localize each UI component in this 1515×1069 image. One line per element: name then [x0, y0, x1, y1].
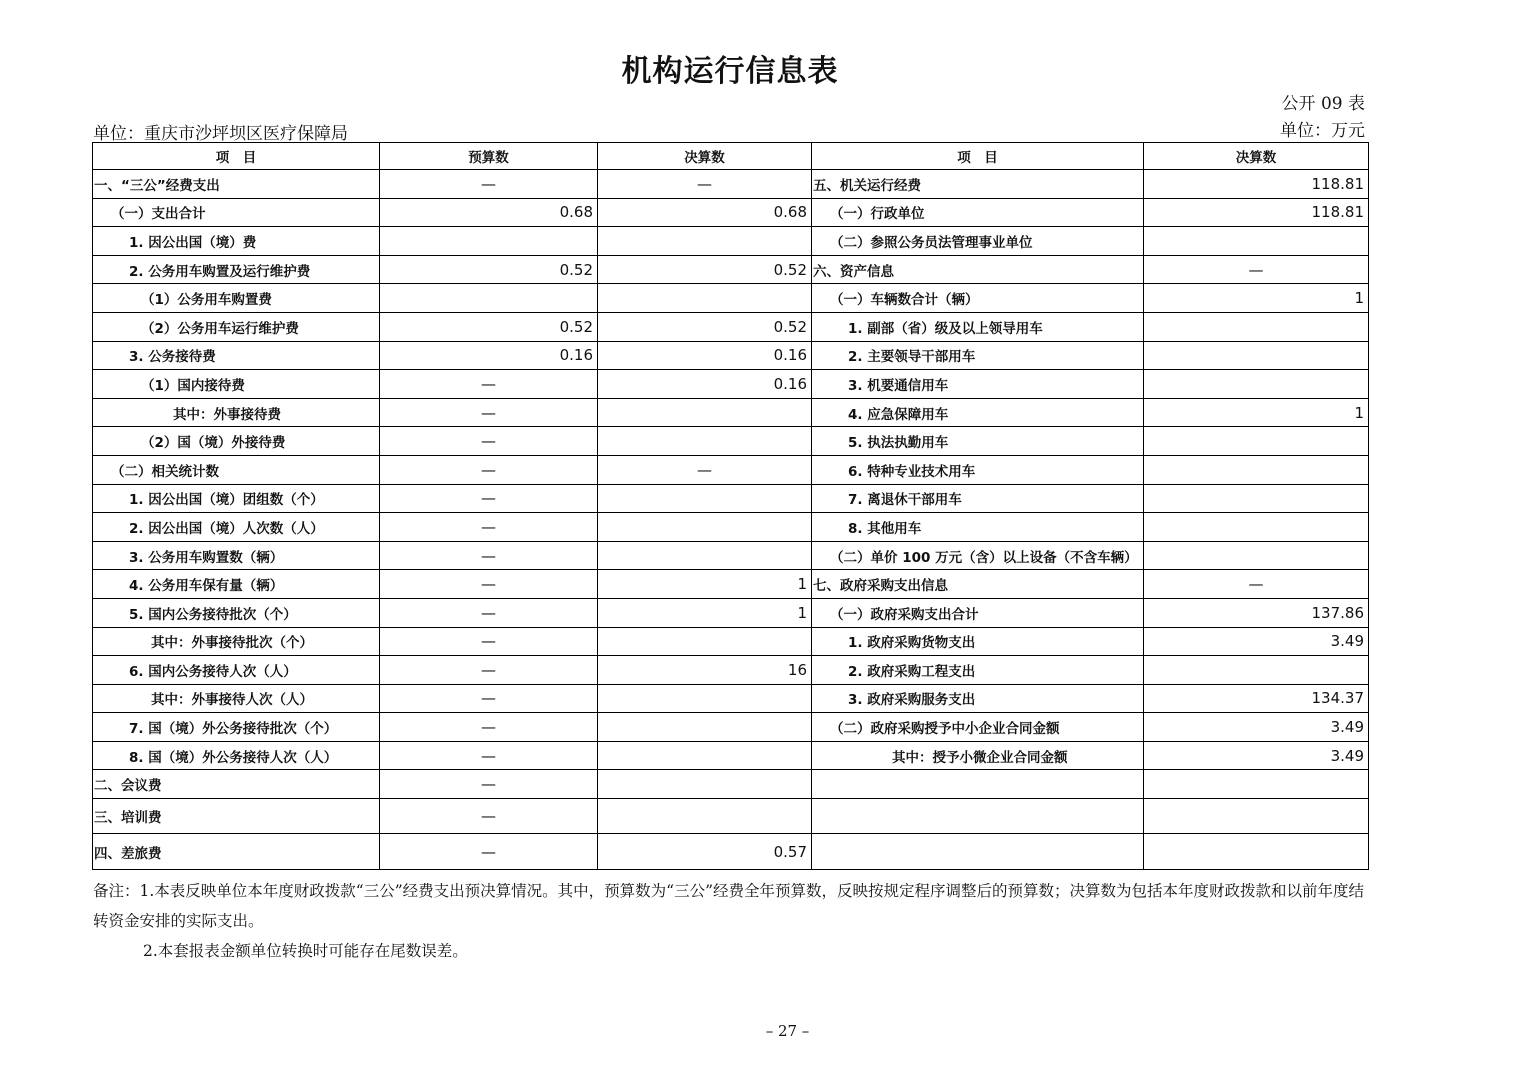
cell-item-right: 3. 政府采购服务支出: [812, 684, 1144, 713]
header-item-left: 项 目: [93, 143, 380, 170]
cell-item-left: 4. 公务用车保有量（辆）: [93, 570, 380, 599]
cell-item-left: 7. 国（境）外公务接待批次（个）: [93, 713, 380, 742]
table-row: [93, 834, 1369, 870]
cell-final-right: 1: [1144, 284, 1369, 313]
cell-item-right: 2. 政府采购工程支出: [812, 656, 1144, 685]
cell-budget: —: [380, 598, 598, 627]
page-title: 机构运行信息表: [621, 54, 839, 89]
cell-final-left: [598, 284, 812, 313]
note-2: 2.本套报表金额单位转换时可能存在尾数误差。: [143, 942, 468, 960]
cell-final-right: 3.49: [1144, 627, 1369, 656]
cell-final-right: 1: [1144, 398, 1369, 427]
cell-item-left: （1）公务用车购置费: [93, 284, 380, 313]
cell-item-right: 其中：授予小微企业合同金额: [812, 741, 1144, 770]
cell-final-left: 16: [598, 656, 812, 685]
cell-item-left: （1）国内接待费: [93, 370, 380, 399]
cell-item-left: （二）相关统计数: [93, 455, 380, 484]
cell-item-right: （一）车辆数合计（辆）: [812, 284, 1144, 313]
cell-item-right: （二）单价 100 万元（含）以上设备（不含车辆）: [812, 541, 1144, 570]
header-budget: 预算数: [380, 143, 598, 170]
cell-item-left: 2. 公务用车购置及运行维护费: [93, 255, 380, 284]
cell-item-left: （一）支出合计: [93, 198, 380, 227]
cell-final-right: 118.81: [1144, 170, 1369, 199]
cell-budget: —: [380, 799, 598, 834]
cell-final-right: [1144, 656, 1369, 685]
cell-budget: —: [380, 484, 598, 513]
table-row: [93, 713, 1369, 742]
cell-budget: —: [380, 170, 598, 199]
cell-final-right: [1144, 341, 1369, 370]
notes: [93, 876, 1369, 966]
cell-item-left: 四、差旅费: [93, 834, 380, 870]
cell-budget: [380, 227, 598, 256]
cell-final-right: —: [1144, 570, 1369, 599]
table-row: [93, 741, 1369, 770]
cell-budget: —: [380, 741, 598, 770]
header-final-right: 决算数: [1144, 143, 1369, 170]
cell-budget: —: [380, 513, 598, 542]
cell-final-right: [1144, 484, 1369, 513]
cell-item-left: 1. 因公出国（境）团组数（个）: [93, 484, 380, 513]
cell-item-left: 1. 因公出国（境）费: [93, 227, 380, 256]
cell-item-right: [812, 770, 1144, 799]
cell-final-left: [598, 684, 812, 713]
cell-item-left: 一、“三公”经费支出: [93, 170, 380, 199]
cell-final-right: [1144, 227, 1369, 256]
table-body: [93, 170, 1369, 870]
cell-item-left: 8. 国（境）外公务接待人次（人）: [93, 741, 380, 770]
table-row: [93, 427, 1369, 456]
cell-final-left: 0.57: [598, 834, 812, 870]
table-row: [93, 198, 1369, 227]
cell-item-left: 其中：外事接待批次（个）: [93, 627, 380, 656]
cell-item-right: [812, 834, 1144, 870]
cell-budget: —: [380, 656, 598, 685]
cell-final-left: [598, 799, 812, 834]
cell-final-left: [598, 770, 812, 799]
table-row: [93, 255, 1369, 284]
cell-budget: —: [380, 427, 598, 456]
cell-item-left: 其中：外事接待人次（人）: [93, 684, 380, 713]
page-number: – 27 –: [765, 1022, 810, 1040]
cell-item-left: （2）公务用车运行维护费: [93, 312, 380, 341]
table-row: [93, 799, 1369, 834]
table-row: [93, 455, 1369, 484]
cell-budget: 0.52: [380, 255, 598, 284]
cell-final-right: [1144, 370, 1369, 399]
cell-final-left: —: [598, 455, 812, 484]
cell-budget: —: [380, 541, 598, 570]
cell-item-left: 其中：外事接待费: [93, 398, 380, 427]
cell-final-right: —: [1144, 255, 1369, 284]
cell-final-left: [598, 227, 812, 256]
table-row: [93, 541, 1369, 570]
table-row: [93, 598, 1369, 627]
cell-budget: —: [380, 834, 598, 870]
cell-item-left: 三、培训费: [93, 799, 380, 834]
cell-item-right: 8. 其他用车: [812, 513, 1144, 542]
form-code: 公开 09 表: [1281, 94, 1365, 114]
cell-budget: —: [380, 370, 598, 399]
cell-final-right: 3.49: [1144, 741, 1369, 770]
cell-item-right: 1. 副部（省）级及以上领导用车: [812, 312, 1144, 341]
unit-currency: 单位：万元: [1280, 121, 1365, 141]
table-row: [93, 484, 1369, 513]
cell-item-right: 五、机关运行经费: [812, 170, 1144, 199]
cell-item-left: 3. 公务接待费: [93, 341, 380, 370]
table-row: [93, 627, 1369, 656]
cell-final-left: [598, 484, 812, 513]
cell-final-left: 0.68: [598, 198, 812, 227]
table-header-row: [93, 143, 1369, 170]
cell-final-right: 3.49: [1144, 713, 1369, 742]
cell-item-right: （二）政府采购授予中小企业合同金额: [812, 713, 1144, 742]
cell-final-left: —: [598, 170, 812, 199]
cell-final-right: [1144, 427, 1369, 456]
header-final-left: 决算数: [598, 143, 812, 170]
cell-item-right: 3. 机要通信用车: [812, 370, 1144, 399]
cell-final-left: [598, 541, 812, 570]
cell-item-right: （二）参照公务员法管理事业单位: [812, 227, 1144, 256]
cell-final-left: 1: [598, 598, 812, 627]
cell-final-right: [1144, 799, 1369, 834]
table-row: [93, 370, 1369, 399]
cell-final-left: 0.52: [598, 312, 812, 341]
cell-item-right: 6. 特种专业技术用车: [812, 455, 1144, 484]
cell-item-right: 5. 执法执勤用车: [812, 427, 1144, 456]
cell-item-right: [812, 799, 1144, 834]
cell-item-left: 2. 因公出国（境）人次数（人）: [93, 513, 380, 542]
table-row: [93, 656, 1369, 685]
cell-final-right: 134.37: [1144, 684, 1369, 713]
cell-final-left: [598, 513, 812, 542]
cell-final-left: [598, 627, 812, 656]
table-row: [93, 770, 1369, 799]
cell-item-left: （2）国（境）外接待费: [93, 427, 380, 456]
cell-item-right: （一）行政单位: [812, 198, 1144, 227]
cell-final-right: [1144, 455, 1369, 484]
cell-item-left: 3. 公务用车购置数（辆）: [93, 541, 380, 570]
cell-budget: —: [380, 713, 598, 742]
table-row: [93, 570, 1369, 599]
cell-final-right: [1144, 770, 1369, 799]
cell-final-left: 0.16: [598, 341, 812, 370]
cell-final-left: [598, 713, 812, 742]
cell-final-left: [598, 741, 812, 770]
header-item-right: 项 目: [812, 143, 1144, 170]
cell-final-right: [1144, 513, 1369, 542]
table-row: [93, 684, 1369, 713]
cell-budget: —: [380, 398, 598, 427]
cell-final-left: 0.16: [598, 370, 812, 399]
cell-item-right: 六、资产信息: [812, 255, 1144, 284]
table-row: [93, 312, 1369, 341]
table-row: [93, 398, 1369, 427]
cell-final-right: [1144, 834, 1369, 870]
table-row: [93, 341, 1369, 370]
cell-budget: —: [380, 627, 598, 656]
cell-final-left: 0.52: [598, 255, 812, 284]
cell-budget: —: [380, 770, 598, 799]
cell-budget: —: [380, 570, 598, 599]
cell-item-left: 6. 国内公务接待人次（人）: [93, 656, 380, 685]
cell-item-right: （一）政府采购支出合计: [812, 598, 1144, 627]
note-1: 备注：1.本表反映单位本年度财政拨款“三公”经费支出预决算情况。其中，预算数为“三公”经费全年预算数，反映按规定程序调整后的预算数；决算数为包括本年度财政拨款和以前年度结转资金安排的实际支出。: [93, 882, 1364, 930]
cell-item-right: 7. 离退休干部用车: [812, 484, 1144, 513]
cell-item-right: 1. 政府采购货物支出: [812, 627, 1144, 656]
table-row: [93, 284, 1369, 313]
table-row: [93, 170, 1369, 199]
cell-budget: —: [380, 684, 598, 713]
cell-item-right: 4. 应急保障用车: [812, 398, 1144, 427]
cell-final-right: 137.86: [1144, 598, 1369, 627]
cell-budget: 0.16: [380, 341, 598, 370]
table-row: [93, 513, 1369, 542]
unit-organization: 单位：重庆市沙坪坝区医疗保障局: [93, 124, 348, 144]
cell-final-right: 118.81: [1144, 198, 1369, 227]
cell-item-right: 2. 主要领导干部用车: [812, 341, 1144, 370]
info-table: [92, 142, 1369, 870]
table-row: [93, 227, 1369, 256]
cell-budget: [380, 284, 598, 313]
cell-final-left: [598, 398, 812, 427]
cell-budget: —: [380, 455, 598, 484]
cell-budget: 0.68: [380, 198, 598, 227]
cell-item-left: 二、会议费: [93, 770, 380, 799]
cell-final-left: [598, 427, 812, 456]
cell-item-left: 5. 国内公务接待批次（个）: [93, 598, 380, 627]
cell-item-right: 七、政府采购支出信息: [812, 570, 1144, 599]
cell-budget: 0.52: [380, 312, 598, 341]
cell-final-left: 1: [598, 570, 812, 599]
cell-final-right: [1144, 541, 1369, 570]
cell-final-right: [1144, 312, 1369, 341]
